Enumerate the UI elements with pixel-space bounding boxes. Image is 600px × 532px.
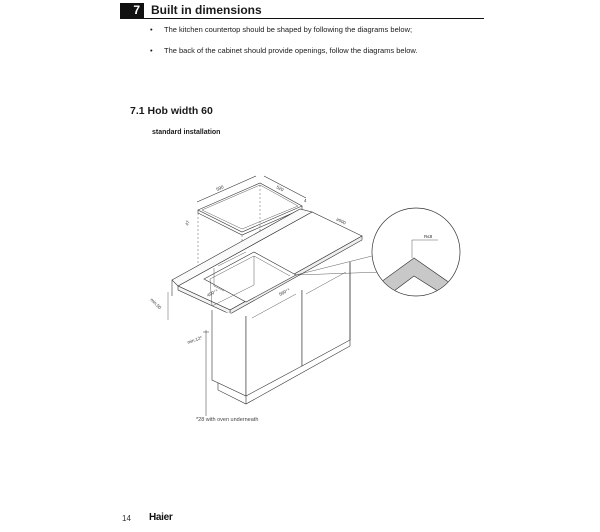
dim-cutout-width-label: 560⁺¹ [278,287,291,297]
dim-min-bottom-label: min.12* [186,335,203,345]
section-subtitle: standard installation [152,129,221,136]
dim-thickness-label: 4 [304,198,307,203]
dim-radius-label: R≤8 [424,234,433,239]
cabinet-door-right [302,262,350,366]
chapter-title: Built in dimensions [151,3,262,17]
dim-width-label: 590 [215,184,225,192]
brand-logo: Haier [149,512,173,523]
page-number: 14 [122,514,131,523]
footnote: *28 with oven underneath [196,417,259,423]
section-title: 7.1 Hob width 60 [130,105,213,117]
corner-detail [370,208,460,310]
dim-min-side-label: min.50 [149,297,163,311]
instruction-item: • The back of the cabinet should provide openings, follow the diagrams below. [150,45,418,66]
dim-depth-label: 520 [275,184,285,193]
instruction-item: • The kitchen countertop should be shaped by following the diagrams below; [150,24,418,45]
dim-counter-depth-label: ≥600 [335,216,347,226]
chapter-number: 7 [120,3,144,18]
dim-height-label: 47 [184,219,191,227]
cabinet-front [212,310,246,396]
dim-cutout-depth-label: 490⁺¹ [206,288,219,298]
